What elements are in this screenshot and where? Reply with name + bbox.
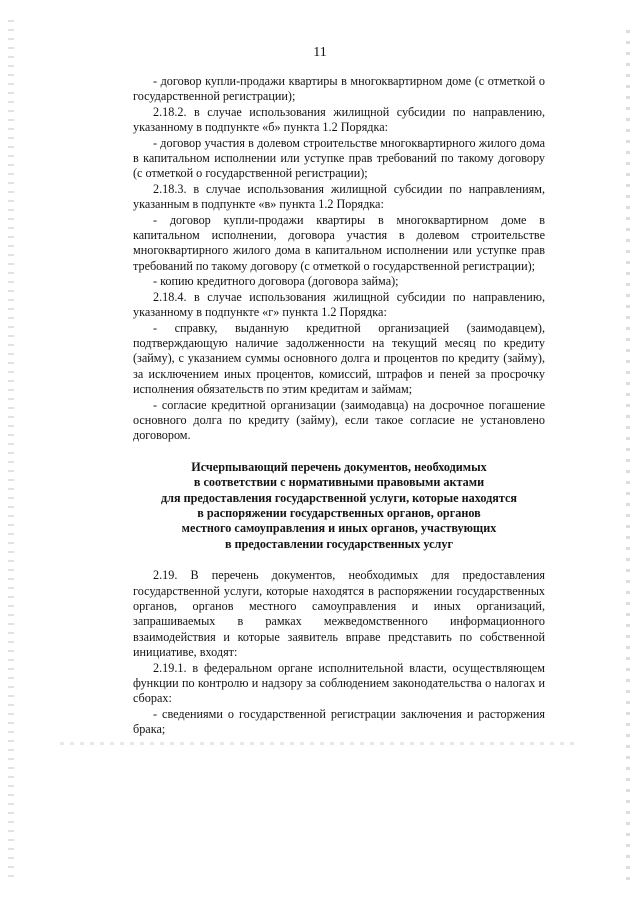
paragraph: 2.19. В перечень документов, необходимых для предоставления государственной услуги, которые находятся в распоряжении государственных органов, органов местного самоуправления и иных организаций, запрашиваемых в рамках межведомственного информационного взаимодействия и которые заявитель вправе представить по собственной инициативе, входят: bbox=[133, 568, 545, 660]
document-body bbox=[133, 74, 545, 738]
heading-line: в предоставлении государственных услуг bbox=[225, 536, 453, 551]
scan-edge-right bbox=[626, 30, 630, 880]
paragraph: - справку, выданную кредитной организацией (заимодавцем), подтверждающую наличие задолженности на текущий месяц по кредиту (займу), с указанием суммы основного долга и процентов по кредиту (займу), за исключением иных процентов, комиссий, штрафов и пеней за просрочку исполнения обязательств по этим кредитам и займам; bbox=[133, 320, 545, 397]
page-number: 11 bbox=[313, 45, 327, 60]
section-heading bbox=[133, 460, 545, 552]
paragraph: 2.18.2. в случае использования жилищной субсидии по направлению, указанному в подпункте «б» пункта 1.2 Порядка: bbox=[133, 104, 545, 135]
scan-edge-bottom bbox=[60, 742, 580, 745]
scan-edge-left bbox=[8, 20, 14, 880]
heading-line: местного самоуправления и иных органов, участвующих bbox=[181, 521, 497, 536]
heading-line: в соответствии с нормативными правовыми актами bbox=[193, 475, 485, 490]
paragraph: 2.19.1. в федеральном органе исполнительной власти, осуществляющем функции по контролю и надзору за соблюдением законодательства о налогах и сборах: bbox=[133, 660, 545, 706]
paragraph: - копию кредитного договора (договора займа); bbox=[153, 274, 399, 289]
paragraph: - договор купли-продажи квартиры в многоквартирном доме в капитальном исполнении, договора участия в долевом строительстве многоквартирного жилого дома в капитальном исполнении или уступке прав требований по такому договору (с отметкой о государственной регистрации); bbox=[133, 212, 545, 273]
paragraph: - сведениями о государственной регистрации заключения и расторжения брака; bbox=[133, 706, 545, 737]
heading-line: Исчерпывающий перечень документов, необходимых bbox=[191, 459, 487, 474]
paragraph: - согласие кредитной организации (заимодавца) на досрочное погашение основного долга по кредиту (займу), если такое согласие не установлено договором. bbox=[133, 397, 545, 443]
heading-line: в распоряжении государственных органов, органов bbox=[197, 505, 481, 520]
paragraph: 2.18.3. в случае использования жилищной субсидии по направлениям, указанным в подпункте «в» пункта 1.2 Порядка: bbox=[133, 181, 545, 212]
paragraph: - договор купли-продажи квартиры в многоквартирном доме (с отметкой о государственной регистрации); bbox=[133, 74, 545, 104]
heading-line: для предоставления государственной услуги, которые находятся bbox=[160, 490, 518, 505]
paragraph: - договор участия в долевом строительстве многоквартирного жилого дома в капитальном исполнении или уступке прав требований по такому договору (с отметкой о государственной регистрации); bbox=[133, 135, 545, 181]
paragraph: 2.18.4. в случае использования жилищной субсидии по направлению, указанному в подпункте «г» пункта 1.2 Порядка: bbox=[133, 289, 545, 320]
